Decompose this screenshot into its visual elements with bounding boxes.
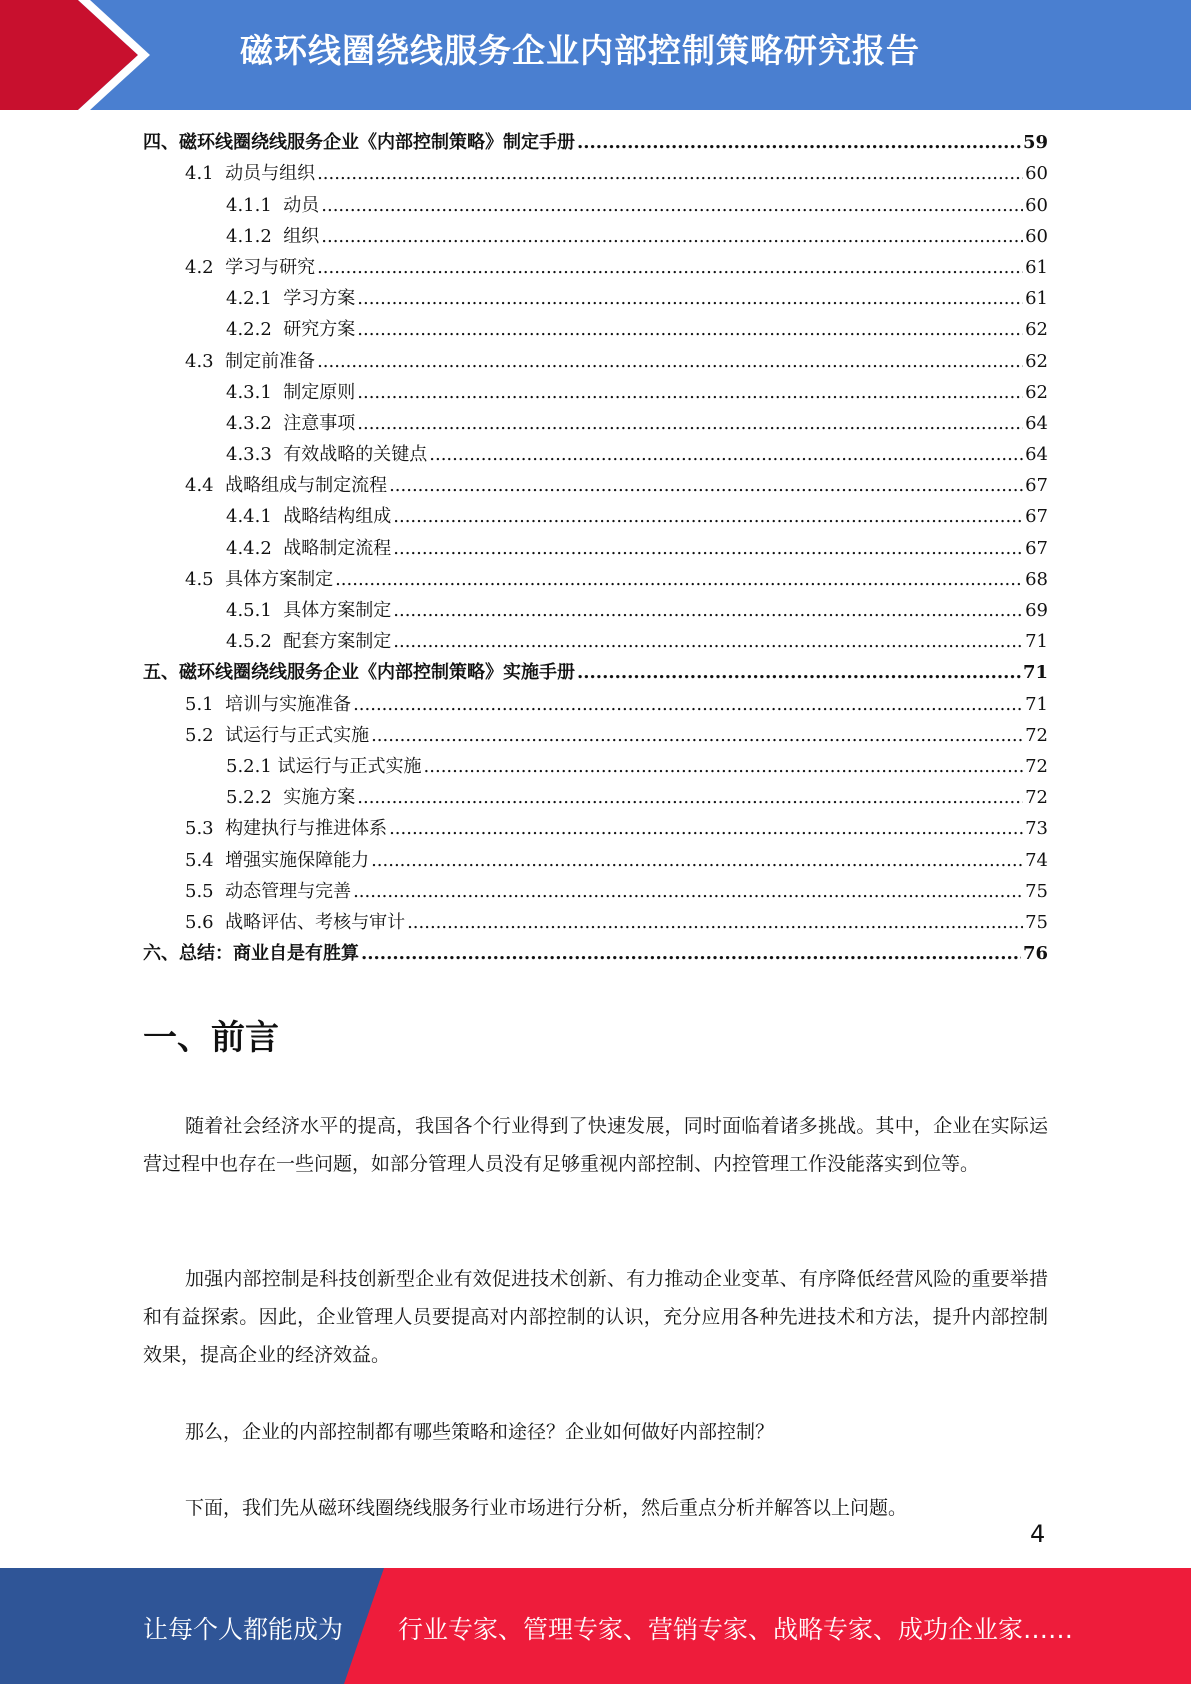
toc-entry-title: 组织 — [283, 225, 320, 247]
toc-dot-leader — [357, 782, 1023, 813]
toc-dot-leader — [577, 657, 1021, 688]
toc-entry[interactable] — [143, 657, 1048, 688]
toc-entry[interactable] — [143, 876, 1048, 907]
toc-entry-number: 5.6 — [185, 911, 226, 933]
toc-entry-title: 动员 — [283, 194, 320, 216]
footer-slogan-left: 让每个人都能成为 — [143, 1615, 344, 1644]
toc-entry-page: 71 — [1022, 662, 1048, 684]
toc-dot-leader — [357, 408, 1023, 439]
toc-entry[interactable] — [143, 688, 1048, 719]
toc-dot-leader — [389, 470, 1023, 501]
toc-entry-page: 75 — [1025, 911, 1048, 933]
toc-entry-page: 76 — [1022, 943, 1048, 965]
toc-entry-page: 69 — [1025, 600, 1048, 621]
toc-entry-title: 战略评估、考核与审计 — [225, 911, 406, 933]
toc-entry-page: 67 — [1025, 506, 1048, 528]
toc-entry-title: 制定前准备 — [225, 350, 316, 372]
toc-entry-number: 四、 — [143, 132, 179, 154]
toc-entry[interactable] — [143, 720, 1048, 751]
toc-entry-page: 71 — [1025, 693, 1048, 715]
toc-entry-number: 4.5.2 — [226, 631, 284, 653]
toc-dot-leader — [317, 158, 1023, 189]
toc-dot-leader — [353, 876, 1023, 907]
toc-entry-number: 4.2.2 — [226, 319, 284, 341]
toc-entry-title: 战略组成与制定流程 — [225, 475, 388, 497]
toc-entry-number: 4.3.2 — [226, 412, 284, 434]
toc-entry-number: 5.2 — [185, 724, 226, 746]
page-header — [0, 0, 1191, 110]
toc-entry[interactable] — [143, 626, 1048, 657]
toc-entry[interactable] — [143, 782, 1048, 813]
toc-entry[interactable] — [143, 564, 1048, 595]
toc-entry-page: 67 — [1025, 475, 1048, 497]
toc-entry-page: 61 — [1025, 256, 1048, 278]
toc-entry[interactable] — [143, 158, 1048, 189]
paragraph-4: 下面，我们先从磁环线圈绕线服务行业市场进行分析，然后重点分析并解答以上问题。 — [185, 1497, 908, 1519]
toc-dot-leader — [321, 190, 1023, 221]
toc-dot-leader — [357, 283, 1023, 314]
toc-dot-leader — [357, 377, 1023, 408]
toc-entry[interactable] — [143, 439, 1048, 470]
toc-entry-number: 4.1 — [185, 163, 226, 185]
toc-dot-leader — [577, 127, 1021, 158]
toc-entry-number: 5.2.1 — [226, 755, 278, 777]
toc-dot-leader — [424, 751, 1024, 782]
toc-entry-page: 72 — [1025, 755, 1048, 777]
toc-dot-leader — [393, 595, 1023, 626]
toc-dot-leader — [321, 221, 1023, 252]
toc-entry-title: 具体方案制定 — [283, 600, 392, 621]
toc-dot-leader — [393, 501, 1023, 532]
toc-entry-title: 培训与实施准备 — [225, 693, 352, 715]
toc-entry-page: 62 — [1025, 319, 1048, 341]
toc-entry-number: 4.3.3 — [226, 444, 284, 466]
toc-entry-number: 5.3 — [185, 818, 226, 840]
toc-entry-number: 4.5.1 — [226, 600, 284, 621]
toc-dot-leader — [393, 533, 1023, 564]
page-number: 4 — [1030, 1520, 1046, 1548]
toc-entry[interactable] — [143, 751, 1048, 782]
toc-entry-page: 68 — [1025, 568, 1048, 590]
toc-entry[interactable] — [143, 595, 1048, 626]
table-of-contents — [143, 127, 1048, 969]
toc-entry-title: 战略制定流程 — [283, 537, 392, 559]
toc-dot-leader — [353, 689, 1023, 720]
toc-entry-page: 73 — [1025, 818, 1048, 840]
toc-entry-page: 72 — [1025, 724, 1048, 746]
toc-entry[interactable] — [143, 470, 1048, 501]
toc-entry-number: 5.5 — [185, 880, 226, 902]
toc-entry-title: 实施方案 — [283, 787, 356, 809]
toc-dot-leader — [357, 314, 1023, 345]
toc-entry-title: 具体方案制定 — [225, 568, 334, 590]
header-red-block — [0, 0, 70, 110]
paragraph-1: 随着社会经济水平的提高，我国各个行业得到了快速发展，同时面临着诸多挑战。其中，企业在实际运营过程中也存在一些问题，如部分管理人员没有足够重视内部控制、内控管理工作没能落实到位等。 — [143, 1115, 1048, 1175]
toc-entry[interactable] — [143, 501, 1048, 532]
toc-entry-page: 62 — [1025, 350, 1048, 372]
section-heading: 一、前言 — [143, 1018, 279, 1058]
toc-entry-page: 64 — [1025, 444, 1048, 466]
toc-dot-leader — [393, 626, 1023, 657]
toc-dot-leader — [317, 346, 1023, 377]
toc-entry-page: 60 — [1025, 163, 1048, 185]
toc-dot-leader — [361, 938, 1021, 969]
toc-entry[interactable] — [143, 907, 1048, 938]
toc-entry-title: 配套方案制定 — [283, 631, 392, 653]
toc-entry[interactable] — [143, 377, 1048, 408]
toc-entry[interactable] — [143, 221, 1048, 252]
toc-dot-leader — [429, 439, 1023, 470]
toc-entry-page: 71 — [1025, 631, 1048, 653]
toc-entry-title: 动态管理与完善 — [225, 880, 352, 902]
toc-entry-number: 5.4 — [185, 849, 226, 871]
toc-entry-page: 72 — [1025, 787, 1048, 809]
toc-entry-title: 制定原则 — [283, 381, 356, 403]
page-footer — [0, 1568, 1191, 1684]
toc-entry[interactable] — [143, 532, 1048, 563]
toc-entry-page: 64 — [1025, 412, 1048, 434]
toc-entry-title: 磁环线圈绕线服务企业《内部控制策略》实施手册 — [179, 662, 575, 684]
toc-entry-number: 4.4.2 — [226, 537, 284, 559]
toc-entry[interactable] — [143, 844, 1048, 875]
toc-entry-page: 60 — [1025, 225, 1048, 247]
toc-entry[interactable] — [143, 314, 1048, 345]
toc-entry-page: 67 — [1025, 537, 1048, 559]
toc-entry-title: 战略结构组成 — [283, 506, 392, 528]
toc-entry[interactable] — [143, 345, 1048, 376]
toc-entry-number: 4.1.2 — [226, 225, 284, 247]
toc-entry-page: 59 — [1022, 132, 1048, 154]
header-chevron-icon — [70, 0, 160, 110]
footer-slogan-right: 行业专家、管理专家、营销专家、战略专家、成功企业家…… — [398, 1615, 1074, 1644]
toc-entry-number: 4.1.1 — [226, 194, 284, 216]
toc-dot-leader — [389, 813, 1023, 844]
toc-entry-number: 4.3.1 — [226, 381, 284, 403]
toc-entry-title: 磁环线圈绕线服务企业《内部控制策略》制定手册 — [179, 132, 575, 154]
toc-entry-number: 4.5 — [185, 568, 226, 590]
toc-entry-page: 74 — [1025, 849, 1048, 871]
toc-entry-number: 5.2.2 — [226, 787, 284, 809]
toc-entry-page: 75 — [1025, 880, 1048, 902]
toc-entry-number: 4.2.1 — [226, 288, 284, 310]
toc-entry-number: 4.3 — [185, 350, 226, 372]
toc-entry-title: 总结：商业自是有胜算 — [179, 943, 359, 965]
toc-entry-title: 有效战略的关键点 — [283, 444, 428, 466]
toc-entry-title: 增强实施保障能力 — [225, 849, 370, 871]
toc-entry-title: 研究方案 — [283, 319, 356, 341]
toc-entry[interactable] — [143, 189, 1048, 220]
toc-entry-title: 试运行与正式实施 — [277, 755, 422, 777]
toc-entry-page: 62 — [1025, 381, 1048, 403]
toc-entry-title: 学习方案 — [283, 288, 356, 310]
toc-entry-title: 动员与组织 — [225, 163, 316, 185]
toc-entry[interactable] — [143, 408, 1048, 439]
toc-entry[interactable] — [143, 283, 1048, 314]
toc-entry-title: 构建执行与推进体系 — [225, 818, 388, 840]
paragraph-2: 加强内部控制是科技创新型企业有效促进技术创新、有力推动企业变革、有序降低经营风险的重要举措和有益探索。因此，企业管理人员要提高对内部控制的认识，充分应用各种先进技术和方法，提升内部控制效果，提高企业的经济效益。 — [143, 1268, 1048, 1366]
toc-entry-title: 注意事项 — [283, 412, 356, 434]
report-title: 磁环线圈绕线服务企业内部控制策略研究报告 — [240, 31, 920, 70]
toc-entry-number: 5.1 — [185, 693, 226, 715]
toc-entry-page: 61 — [1025, 288, 1048, 310]
toc-dot-leader — [371, 720, 1023, 751]
toc-dot-leader — [317, 252, 1023, 283]
toc-dot-leader — [335, 564, 1023, 595]
toc-entry-number: 五、 — [143, 662, 179, 684]
toc-entry[interactable] — [143, 252, 1048, 283]
toc-entry-number: 4.2 — [185, 256, 226, 278]
toc-entry[interactable] — [143, 938, 1048, 969]
toc-entry-page: 60 — [1025, 194, 1048, 216]
toc-entry[interactable] — [143, 813, 1048, 844]
toc-entry-number: 4.4.1 — [226, 506, 284, 528]
toc-dot-leader — [407, 907, 1023, 938]
toc-entry-title: 试运行与正式实施 — [225, 724, 370, 746]
toc-entry[interactable] — [143, 127, 1048, 158]
paragraph-3: 那么，企业的内部控制都有哪些策略和途径？企业如何做好内部控制？ — [185, 1421, 775, 1443]
toc-entry-number: 六、 — [143, 943, 179, 965]
toc-dot-leader — [371, 845, 1023, 876]
toc-entry-number: 4.4 — [185, 475, 226, 497]
toc-entry-title: 学习与研究 — [225, 256, 316, 278]
